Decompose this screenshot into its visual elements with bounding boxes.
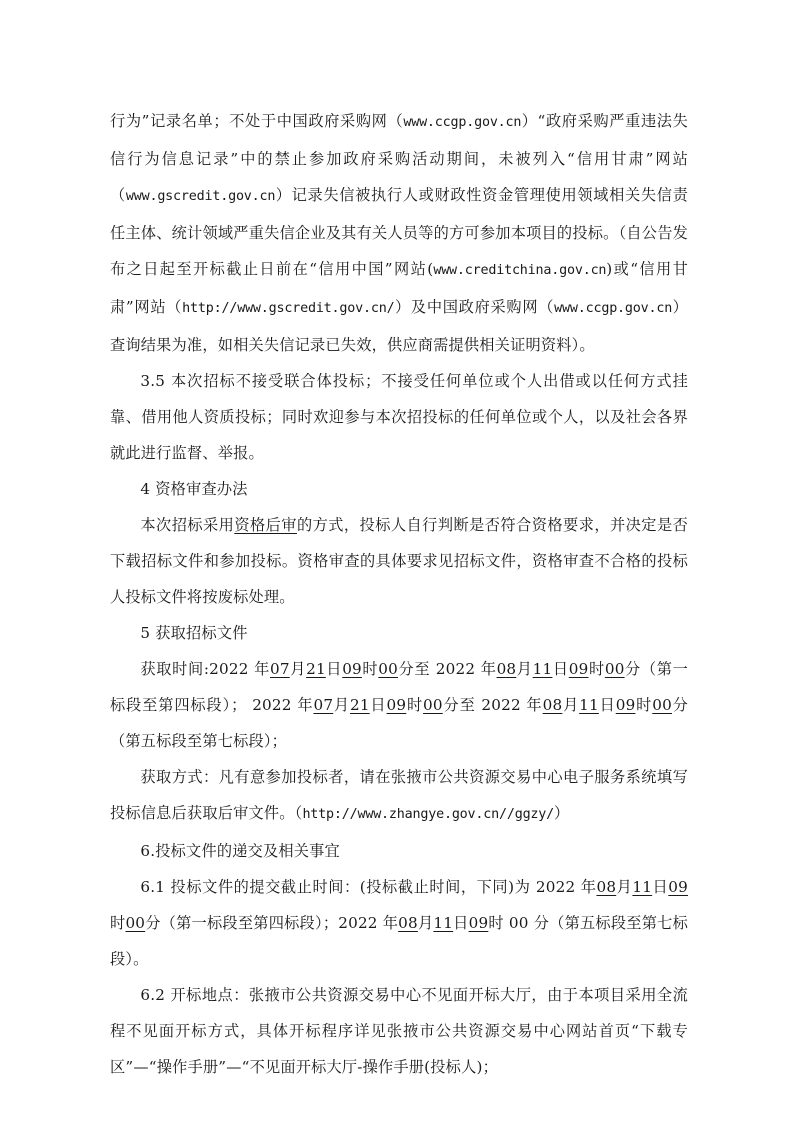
text-run: 月 xyxy=(417,914,434,932)
url-text: www.ccgp.gov.cn xyxy=(403,115,522,130)
url-text: www.ccgp.gov.cn xyxy=(554,301,673,316)
underlined-value: 07 xyxy=(270,660,290,678)
underlined-value: 11 xyxy=(632,878,653,896)
text-run: 日 xyxy=(552,660,569,678)
paragraph xyxy=(110,759,688,833)
text-run: 本次招标采用 xyxy=(140,516,235,534)
paragraph xyxy=(110,651,688,759)
underlined-value: 09 xyxy=(668,878,689,896)
underlined-value: 08 xyxy=(496,660,517,678)
paragraph xyxy=(110,507,688,615)
paragraph xyxy=(110,977,688,1085)
text-run: ）记录失信被执行人或财政性资金管理使用领域相关失信责任主体、统计领域严重失信企业及其有关人员等的方可参加本项目的投标。（自公告发布之日起至开标截止日前在“信用中国”网站( xyxy=(110,186,688,278)
text-run: 3.5 本次招标不接受联合体投标；不接受任何单位或个人出借或以任何方式挂靠、借用他人资质投标；同时欢迎参与本次招投标的任何单位或个人，以及社会各界就此进行监督、举报。 xyxy=(110,372,688,462)
text-run: 时 xyxy=(110,914,126,932)
underlined-value: 00 xyxy=(378,660,399,678)
text-run: 日 xyxy=(652,878,669,896)
text-run: 分（第五标段至第七标段）； xyxy=(110,696,689,750)
text-run: 5 获取招标文件 xyxy=(140,624,248,642)
underlined-value: 09 xyxy=(615,696,636,714)
text-run: ）“政府采购严重违法失信行为信息记录”中的禁止参加政府采购活动期间，未被列入“信用甘肃”网站（ xyxy=(110,112,688,204)
text-run: 月 xyxy=(616,878,633,896)
text-run: 日 xyxy=(369,696,387,714)
text-run: )或“信用甘肃”网站（ xyxy=(110,260,689,316)
underlined-value: 00 xyxy=(652,696,672,714)
text-run: 日 xyxy=(325,660,343,678)
underlined-value: 08 xyxy=(542,696,563,714)
underlined-value: 00 xyxy=(125,914,146,932)
text-run: 时 xyxy=(406,696,424,714)
text-run: 6.2 开标地点：张掖市公共资源交易中心不见面开标大厅，由于本项目采用全流程不见面开标方式，具体开标程序详见张掖市公共资源交易中心网站首页“下载专区”—“操作手册”—“不见面开标大厅-操作手册(投标人)； xyxy=(110,986,688,1076)
underlined-value: 11 xyxy=(579,696,599,714)
text-run: 分至 2022 年 xyxy=(398,660,497,678)
text-run: 的方式，投标人自行判断是否符合资格要求，并决定是否下载招标文件和参加投标。资格审查的具体要求见招标文件，资格审查不合格的投标人投标文件将按废标处理。 xyxy=(110,516,688,606)
text-run: 获取方式：凡有意参加投标者，请在张掖市公共资源交易中心电子服务系统填写投标信息后获取后审文件。（ xyxy=(110,768,688,822)
text-run: 分（第一标段至第四标段）； 2022 年 xyxy=(110,660,689,714)
text-run: 时 xyxy=(635,696,653,714)
text-run: 6.1 投标文件的提交截止时间：(投标截止时间，下同)为 2022 年 xyxy=(140,878,597,896)
paragraph xyxy=(110,363,688,471)
underlined-value: 08 xyxy=(398,914,418,932)
url-text: http://www.gscredit.gov.cn/ xyxy=(182,301,395,316)
underlined-value: 09 xyxy=(568,660,589,678)
paragraph xyxy=(110,833,688,869)
text-run: ） xyxy=(554,804,570,822)
text-run: 4 资格审查办法 xyxy=(140,480,248,498)
url-text: http://www.zhangye.gov.cn//ggzy/ xyxy=(302,807,555,822)
text-run: 分至 2022 年 xyxy=(442,696,543,714)
text-run: 6.投标文件的递交及相关事宜 xyxy=(140,842,340,860)
underlined-value: 00 xyxy=(423,696,443,714)
text-run: 分（第一标段至第四标段）；2022 年 xyxy=(145,914,399,932)
underlined-value: 08 xyxy=(596,878,617,896)
paragraph xyxy=(110,615,688,651)
underlined-value: 11 xyxy=(532,660,553,678)
text-run: 日 xyxy=(453,914,469,932)
url-text: www.creditchina.gov.cn xyxy=(433,263,607,278)
text-run: 行为”记录名单；不处于中国政府采购网（ xyxy=(110,112,404,130)
text-run: ）查询结果为准，如相关失信记录已失效，供应商需提供相关证明资料）。 xyxy=(110,298,689,354)
document-body xyxy=(110,103,688,1085)
text-run: 月 xyxy=(562,696,580,714)
text-run: 月 xyxy=(516,660,533,678)
text-run: ）及中国政府采购网（ xyxy=(394,298,555,316)
underlined-value: 资格后审 xyxy=(234,516,297,534)
text-run: 时 xyxy=(588,660,605,678)
text-run: 日 xyxy=(598,696,616,714)
text-run: 时 00 分（第五标段至第七标段）。 xyxy=(110,914,688,968)
text-run: 月 xyxy=(289,660,307,678)
text-run: 月 xyxy=(333,696,350,714)
underlined-value: 09 xyxy=(342,660,362,678)
paragraph xyxy=(110,103,688,363)
text-run: 时 xyxy=(361,660,379,678)
underlined-value: 21 xyxy=(349,696,370,714)
url-text: www.gscredit.gov.cn xyxy=(125,189,276,204)
underlined-value: 09 xyxy=(468,914,489,932)
underlined-value: 11 xyxy=(433,914,454,932)
underlined-value: 09 xyxy=(386,696,407,714)
paragraph xyxy=(110,471,688,507)
paragraph xyxy=(110,869,688,977)
underlined-value: 07 xyxy=(313,696,334,714)
underlined-value: 00 xyxy=(604,660,625,678)
underlined-value: 21 xyxy=(306,660,326,678)
text-run: 获取时间:2022 年 xyxy=(140,660,270,678)
